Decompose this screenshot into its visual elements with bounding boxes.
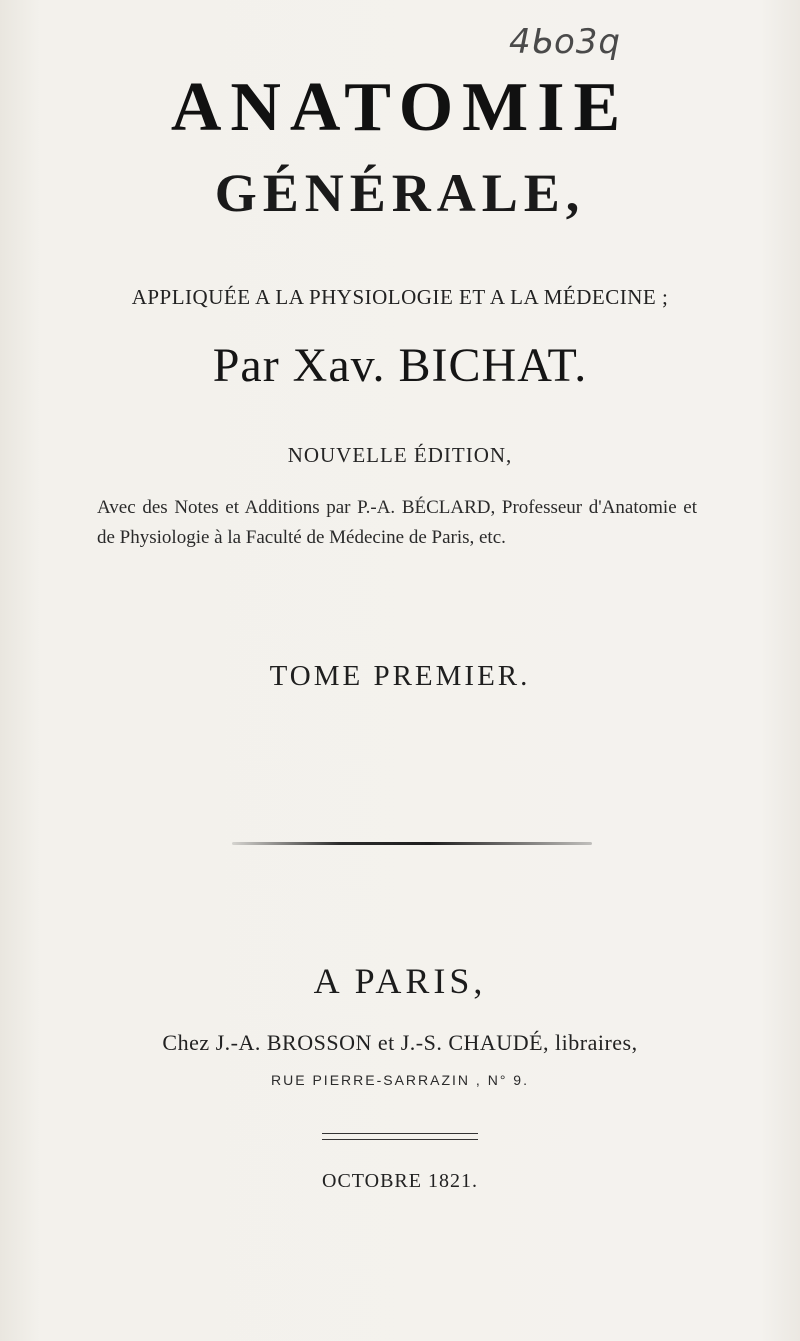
notes-paragraph: Avec des Notes et Additions par P.-A. BÉCLARD, Professeur d'Anatomie et de Physiologie à la Faculté de Médecine de Paris, etc. [97,497,697,548]
volume-label: TOME PREMIER. [269,660,531,692]
ornamental-rule [232,842,592,845]
edition-line: NOUVELLE ÉDITION, [287,443,513,467]
subtitle: APPLIQUÉE A LA PHYSIOLOGIE ET A LA MÉDECINE ; [131,285,669,309]
handwritten-shelfmark: 4ᑲo3q [508,22,621,62]
double-rule [322,1133,478,1140]
imprint-address: RUE PIERRE-SARRAZIN , N° 9. [271,1072,529,1088]
title-sub: GÉNÉRALE, [214,163,586,223]
title-main: ANATOMIE [170,69,630,146]
imprint-date: OCTOBRE 1821. [322,1170,478,1192]
imprint-publisher: Chez J.-A. BROSSON et J.-S. CHAUDÉ, libraires, [162,1030,638,1055]
author-line: Par Xav. BICHAT. [212,339,588,392]
imprint-place: A PARIS, [313,961,487,1001]
